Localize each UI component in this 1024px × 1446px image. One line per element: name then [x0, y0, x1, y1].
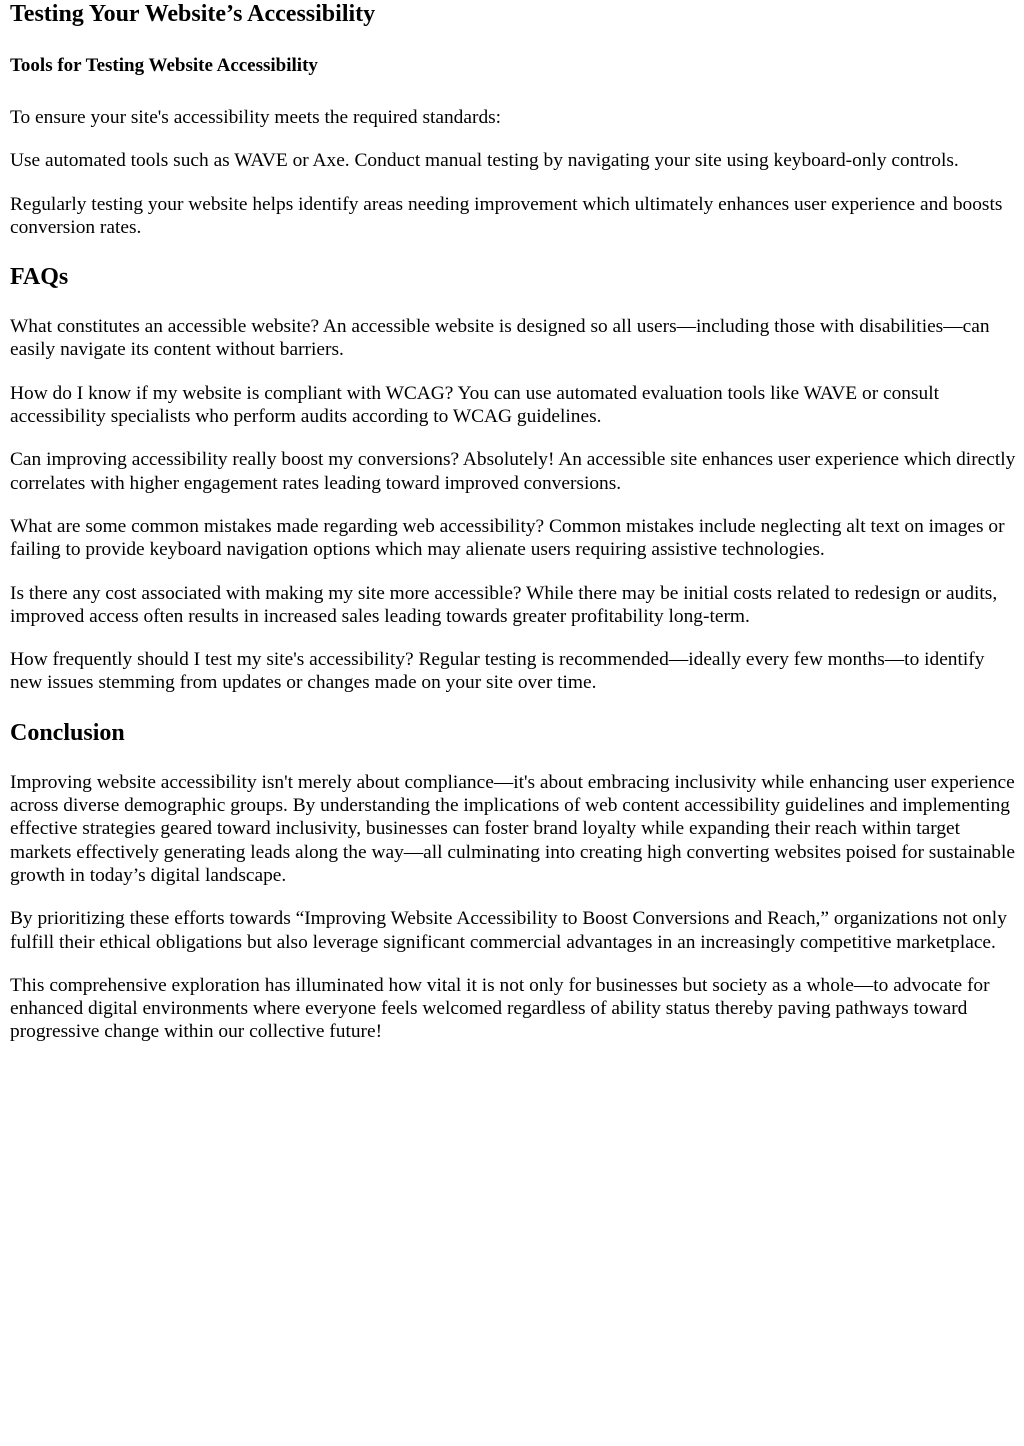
faqs-heading: FAQs — [10, 264, 69, 291]
faq-item: How do I know if my website is compliant with WCAG? You can use automated evaluation tools like WAVE or consult accessibility specialists who perform audits according to WCAG guidelines. — [10, 382, 940, 428]
conclusion-paragraph: By prioritizing these efforts towards “Improving Website Accessibility to Boost Conversions and Reach,” organizations not only fulfill their ethical obligations but also leverage significant commercial advantages in an increasingly competitive marketplace. — [10, 908, 1007, 953]
tools-intro-paragraph: To ensure your site's accessibility meets the required standards: — [10, 107, 502, 128]
tools-outro-paragraph: Regularly testing your website helps identify areas needing improvement which ultimately enhances user experience and boosts conversion rates. — [10, 193, 1003, 238]
page-title: Testing Your Website’s Accessibility — [10, 1, 376, 27]
faq-item: How frequently should I test my site's accessibility? Regular testing is recommended—ideally every few months—to identify new issues stemming from updates or changes made on your site over time. — [10, 649, 985, 694]
conclusion-heading: Conclusion — [10, 719, 125, 746]
tools-heading: Tools for Testing Website Accessibility — [10, 55, 318, 76]
conclusion-paragraph: Improving website accessibility isn't merely about compliance—it's about embracing inclusivity while enhancing user experience across diverse demographic groups. By understanding the implications of web content accessibility guidelines and implementing effective strategies geared toward inclusivity, businesses can foster brand loyalty while expanding their reach within target markets effectively generating leads along the way—all culminating into creating high converting websites poised for sustainable growth in today’s digital landscape. — [10, 771, 1015, 886]
faq-item: Can improving accessibility really boost my conversions? Absolutely! An accessible site enhances user experience which directly correlates with higher engagement rates leading toward improved conversions. — [10, 449, 1016, 494]
faq-item: What are some common mistakes made regarding web accessibility? Common mistakes include neglecting alt text on images or failing to provide keyboard navigation options which may alienate users requiring assistive technologies. — [10, 515, 1005, 561]
faq-item: Is there any cost associated with making my site more accessible? While there may be initial costs related to redesign or audits, improved access often results in increased sales leading towards greater profitability long-term. — [10, 582, 998, 627]
tools-body-paragraph: Use automated tools such as WAVE or Axe. Conduct manual testing by navigating your site using keyboard-only controls. — [10, 150, 959, 172]
faq-item: What constitutes an accessible website? An accessible website is designed so all users—including those with disabilities—can easily navigate its content without barriers. — [10, 316, 990, 361]
conclusion-paragraph: This comprehensive exploration has illuminated how vital it is not only for businesses but society as a whole—to advocate for enhanced digital environments where everyone feels welcomed regardless of ability status thereby paving pathways toward progressive change within our collective future! — [10, 974, 990, 1043]
